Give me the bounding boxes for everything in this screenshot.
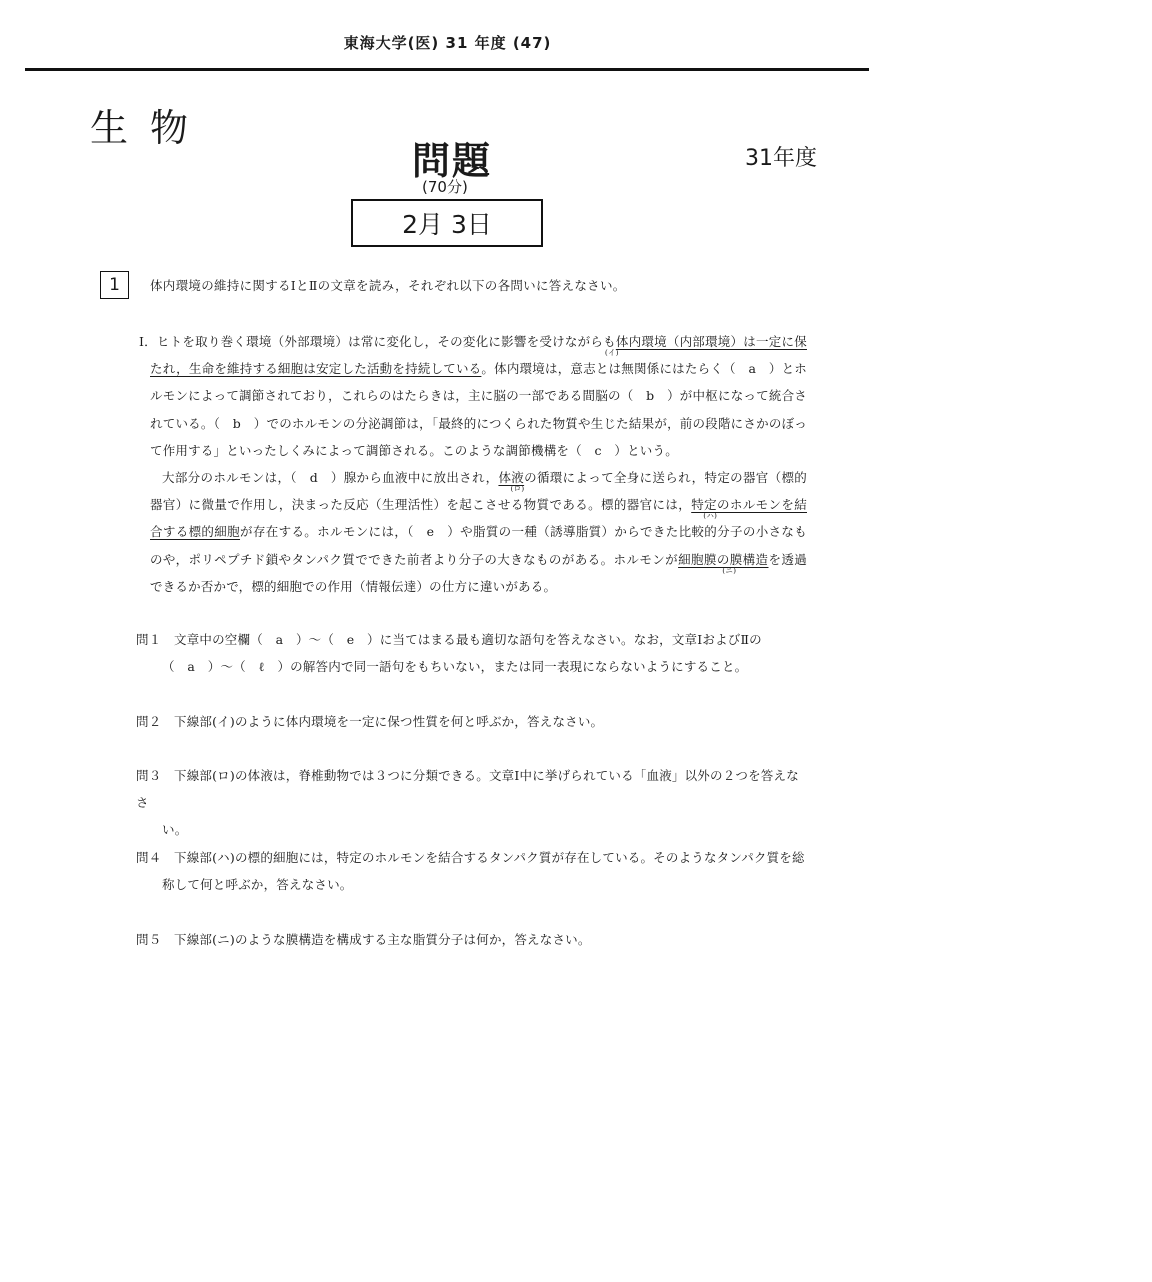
sub-question-continuation: 称して何と呼ぶか，答えなさい。 xyxy=(162,877,353,893)
passage-paragraph-2 xyxy=(150,464,807,600)
underlined-text: 体液 xyxy=(498,470,525,486)
underlined-text: 細胞膜の膜構造 xyxy=(678,551,769,567)
year-label: 31年度 xyxy=(745,146,817,171)
passage-text: Ⅰ．ヒトを取り巻く環境（外部環境）は常に変化し，その変化に影響を受けながらも xyxy=(139,334,616,349)
sub-question-text: 下線部(ハ)の標的細胞には，特定のホルモンを結合するタンパク質が存在している。そのようなタンパク質を総 xyxy=(174,850,805,865)
sub-question-text: 下線部(ロ)の体液は，脊椎動物では３つに分類できる。文章Ⅰ中に挙げられている「血液」以外の２つを答えなさ xyxy=(136,768,799,811)
sub-question-number: 問２ xyxy=(136,714,162,729)
time-limit: (70分) xyxy=(422,178,468,196)
passage-paragraph-1 xyxy=(139,328,807,464)
sub-question-2 xyxy=(136,708,808,735)
underline-ro xyxy=(498,470,525,494)
sub-question-text: 下線部(ニ)のような膜構造を構成する主な脂質分子は何か，答えなさい。 xyxy=(174,932,591,947)
sub-question-number: 問３ xyxy=(136,768,162,783)
sub-question-4 xyxy=(136,844,808,898)
passage-text: の循環によって全身に送られ，特定の器官（標的器官）に微量で作用し，決まった反応（生理活性）を起こさせる物質である。標的器官には， xyxy=(150,470,808,513)
question-intro: 体内環境の維持に関するⅠとⅡの文章を読み，それぞれ以下の各問いに答えなさい。 xyxy=(150,278,626,293)
sub-question-text: 下線部(イ)のように体内環境を一定に保つ性質を何と呼ぶか，答えなさい。 xyxy=(174,714,604,729)
underline-ha: 特定のホルモンを結合する標的細胞 (ハ) xyxy=(150,497,807,540)
underline-marker: (ニ) xyxy=(722,565,737,575)
passage-text: 。体内環境は，意志とは無関係にはたらく（ a ）とホルモンによって調節されており，これらのはたらきは，主に脳の一部である間脳の（ b ）が中枢になって統合されている。（ b ）でのホルモンの分泌調節は，「最終的につくられた物質や生じた結果が，前の段階にさかのぼって作用する」といったしくみによって調節される。このような調節機構を（ c ）という。 xyxy=(150,361,807,458)
passage-text: 大部分のホルモンは，（ d ）腺から血液中に放出され， xyxy=(162,470,499,486)
sub-question-text: 文章中の空欄（ a ）〜（ e ）に当てはまる最も適切な語句を答えなさい。なお，文章ⅠおよびⅡの xyxy=(174,632,762,647)
underline-marker: (ロ) xyxy=(510,484,525,494)
header-rule xyxy=(25,68,869,71)
sub-question-5 xyxy=(136,926,808,953)
sub-question-number: 問４ xyxy=(136,850,162,865)
subject-title: 生物 xyxy=(90,106,211,150)
question-number-box xyxy=(100,271,129,299)
sub-question-3 xyxy=(136,762,808,844)
underlined-text: 体内環境（内部環境）は一定に保たれ，生命を維持する細胞は安定した活動を持続している xyxy=(150,334,807,377)
passage xyxy=(139,328,808,600)
passage-text: を透過できるか否かで，標的細胞での作用（情報伝達）の仕方に違いがある。 xyxy=(150,551,808,594)
passage-text: が存在する。ホルモンには，（ e ）や脂質の一種（誘導脂質）からできた比較的分子の小さなものや，ポリペプチド鎖やタンパク質でできた前者より分子の大きなものがある。ホルモンが xyxy=(150,524,807,567)
sub-question-number: 問５ xyxy=(136,932,162,947)
sub-question-number: 問１ xyxy=(136,632,162,647)
sub-question-continuation: い。 xyxy=(162,822,188,838)
exam-date: 2月 3日 xyxy=(402,210,492,239)
sub-question-1 xyxy=(136,626,808,680)
exam-date-box xyxy=(351,199,543,247)
underline-i: 体内環境（内部環境）は一定に保たれ，生命を維持する細胞は安定した活動を持続している (イ) xyxy=(150,334,807,377)
sub-question-continuation: （ a ）〜（ ℓ ）の解答内で同一語句をもちいない，または同一表現にならないようにすること。 xyxy=(162,659,748,675)
mondai-title: 問題 xyxy=(412,139,493,183)
underline-ni xyxy=(678,551,769,575)
page-header-title: 東海大学(医) 31 年度 (47) xyxy=(343,34,552,52)
question-number: 1 xyxy=(109,275,120,295)
underlined-text: 特定のホルモンを結合する標的細胞 xyxy=(150,497,807,540)
